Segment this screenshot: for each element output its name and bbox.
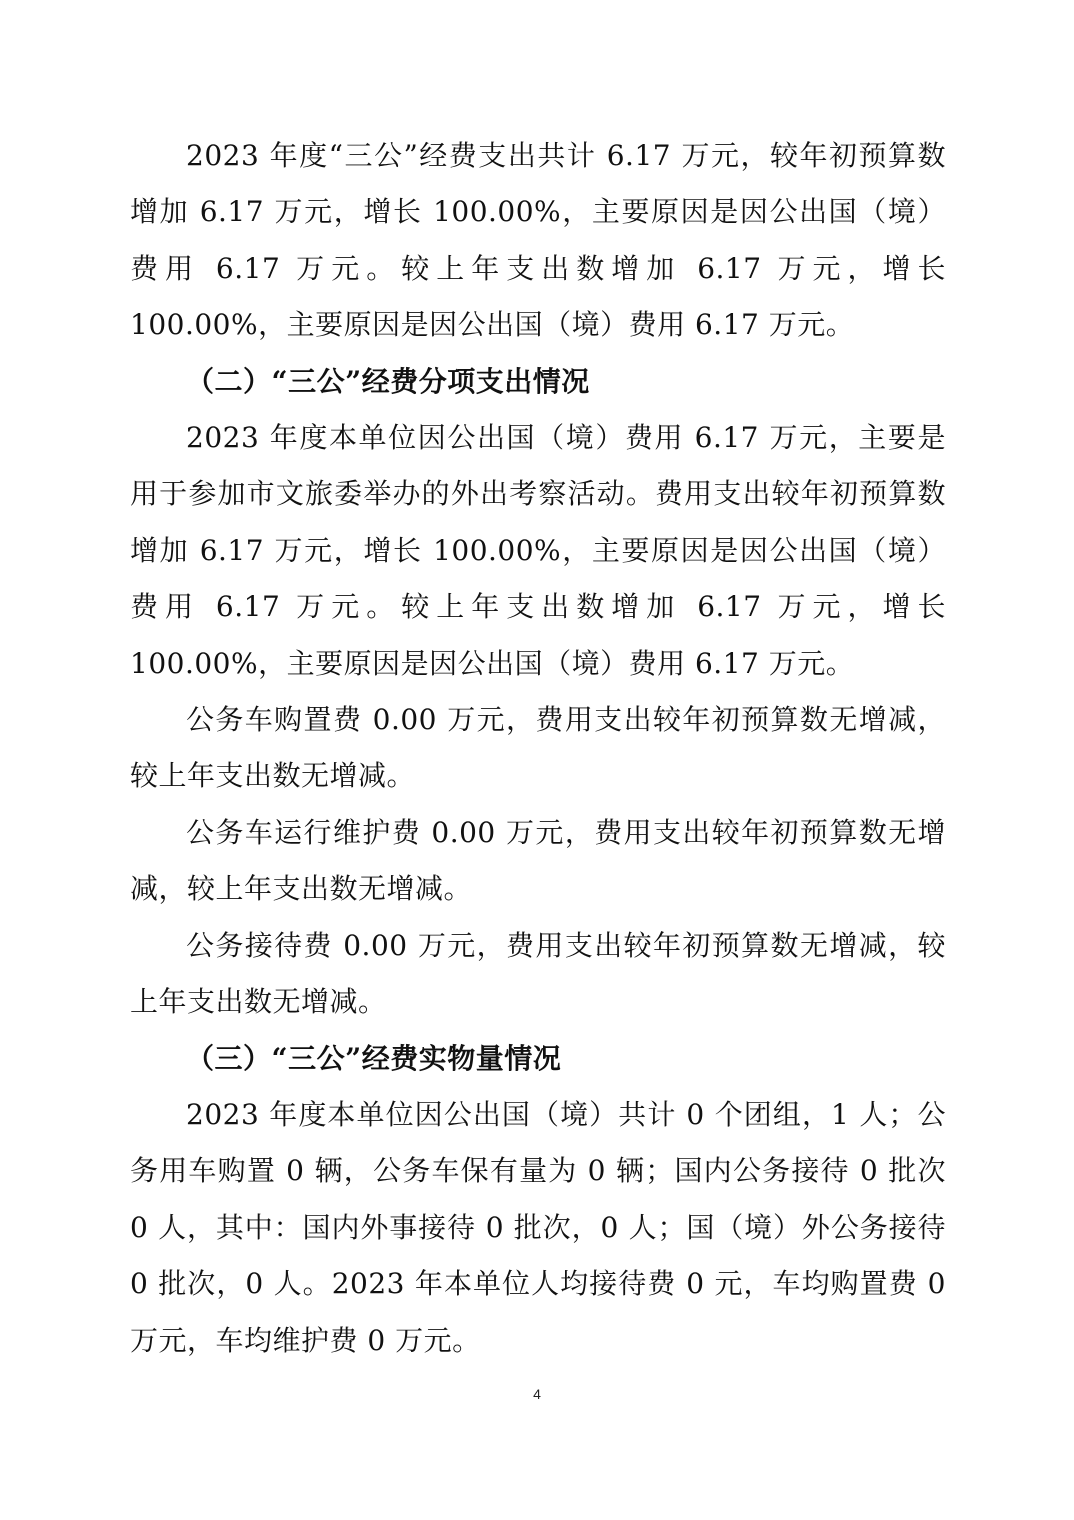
section-heading-itemized-expenses: （二）“三公”经费分项支出情况	[186, 364, 590, 398]
paragraph-overseas-travel: 2023 年度本单位因公出国（境）费用 6.17 万元，主要是用于参加市文旅委举办的外出考察活动。费用支出较年初预算数增加 6.17 万元，增长 100.00%，主要原因是因公出国（境）费用 6.17 万元。较上年支出数增加 6.17 万元，增长 100.00%，主要原因是因公出国（境）费用 6.17 万元。	[130, 421, 946, 680]
paragraph-three-public-total: 2023 年度“三公”经费支出共计 6.17 万元，较年初预算数增加 6.17 万元，增长 100.00%，主要原因是因公出国（境）费用 6.17 万元。较上年支出数增加 6.17 万元，增长 100.00%，主要原因是因公出国（境）费用 6.17 万元。	[130, 139, 946, 342]
paragraph-official-reception: 公务接待费 0.00 万元，费用支出较年初预算数无增减，较上年支出数无增减。	[130, 928, 946, 1019]
section-heading-physical-quantity: （三）“三公”经费实物量情况	[186, 1041, 562, 1075]
document-body	[130, 128, 946, 1369]
paragraph-physical-quantity: 2023 年度本单位因公出国（境）共计 0 个团组，1 人；公务用车购置 0 辆，公务车保有量为 0 辆；国内公务接待 0 批次 0 人，其中：国内外事接待 0 批次，0 人；国（境）外公务接待 0 批次，0 人。2023 年本单位人均接待费 0 元，车均购置费 0 万元，车均维护费 0 万元。	[130, 1097, 946, 1357]
paragraph-vehicle-maintenance: 公务车运行维护费 0.00 万元，费用支出较年初预算数无增减，较上年支出数无增减。	[130, 815, 946, 906]
page-number: 4	[533, 1386, 541, 1402]
paragraph-vehicle-purchase: 公务车购置费 0.00 万元，费用支出较年初预算数无增减，较上年支出数无增减。	[130, 703, 946, 793]
